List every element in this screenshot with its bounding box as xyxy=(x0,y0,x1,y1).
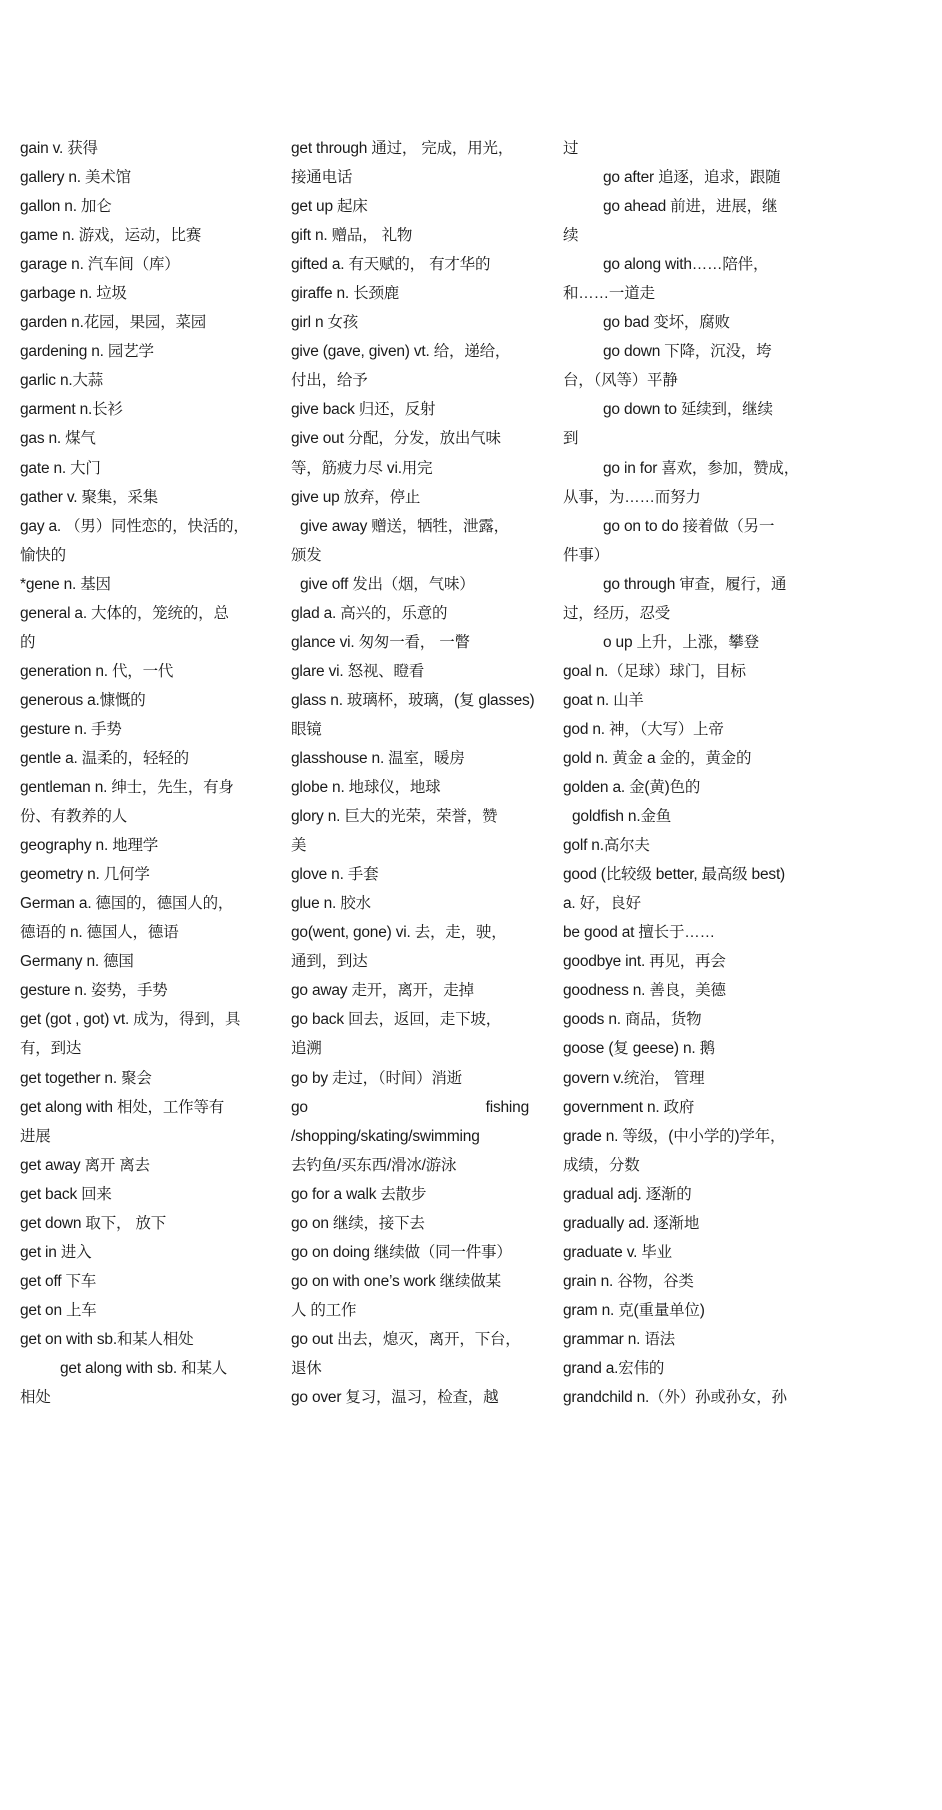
vocab-line: god n. 神，（大写）上帝 xyxy=(563,720,724,738)
vocab-line-left: go xyxy=(291,1098,308,1116)
vocab-line: gradually ad. 逐渐地 xyxy=(563,1214,700,1232)
vocab-line: go on to do 接着做（另一 xyxy=(603,517,775,535)
vocab-line: garment n.长衫 xyxy=(20,401,123,419)
vocab-line: get on 上车 xyxy=(20,1301,97,1319)
vocab-line: govern v.统治， 管理 xyxy=(563,1069,705,1087)
vocab-line: go along with……陪伴， xyxy=(603,256,769,274)
vocab-line: go by 走过，（时间）消逝 xyxy=(291,1069,462,1087)
vocab-line: get off 下车 xyxy=(20,1272,97,1290)
vocab-line: get along with sb. 和某人 xyxy=(60,1359,228,1377)
vocab-line: gather v. 聚集，采集 xyxy=(20,488,158,506)
vocab-line: get in 进入 xyxy=(20,1243,92,1261)
vocab-line: Germany n. 德国 xyxy=(20,953,134,971)
vocab-line: girl n 女孩 xyxy=(291,314,359,332)
vocab-line: golf n.高尔夫 xyxy=(563,837,650,855)
vocab-line: be good at 擅长于…… xyxy=(563,924,715,942)
vocab-line: grade n. 等级，(中小学的)学年， xyxy=(563,1127,786,1145)
vocab-line: grammar n. 语法 xyxy=(563,1330,675,1348)
vocab-line: 和……一道走 xyxy=(563,285,655,303)
vocab-line: go through 审查，履行，通 xyxy=(603,575,787,593)
vocab-line: go on with one’s work 继续做某 xyxy=(291,1272,501,1290)
vocab-line: 颁发 xyxy=(291,546,322,564)
vocab-line xyxy=(291,1097,529,1126)
vocab-line: gentleman n. 绅士，先生，有身 xyxy=(20,779,234,797)
vocab-line: general a. 大体的，笼统的，总 xyxy=(20,604,229,622)
vocab-line: go in for 喜欢，参加，赞成， xyxy=(603,459,800,477)
vocab-line: glare vi. 怒视、瞪看 xyxy=(291,662,425,680)
vocab-line: good (比较级 better, 最高级 best) xyxy=(563,866,786,884)
vocab-line: garbage n. 垃圾 xyxy=(20,285,127,303)
vocab-line: get up 起床 xyxy=(291,198,368,216)
vocab-line: 台，（风等）平静 xyxy=(563,372,678,390)
vocab-line: 眼镜 xyxy=(291,720,322,738)
vocab-line: geography n. 地理学 xyxy=(20,837,159,855)
vocab-line: 去钓鱼/买东西/滑冰/游泳 xyxy=(291,1156,457,1174)
vocab-line: get on with sb.和某人相处 xyxy=(20,1330,194,1348)
vocab-line: go ahead 前进，进展，继 xyxy=(603,198,778,216)
vocab-line: get away 离开 离去 xyxy=(20,1156,150,1174)
vocab-line: German a. 德国的，德国人的， xyxy=(20,895,234,913)
vocab-line: gentle a. 温柔的，轻轻的 xyxy=(20,749,189,767)
vocab-line: go back 回去，返回，走下坡， xyxy=(291,1011,501,1029)
vocab-line: 愉快的 xyxy=(20,546,66,564)
vocab-line: go over 复习，温习，检查，越 xyxy=(291,1389,499,1407)
vocab-line: go after 追逐，追求，跟随 xyxy=(603,169,781,187)
vocab-line: get through 通过， 完成，用光， xyxy=(291,140,514,157)
vocab-line: 追溯 xyxy=(291,1040,322,1058)
vocab-line: glad a. 高兴的，乐意的 xyxy=(291,604,448,622)
vocab-line: goodbye int. 再见，再会 xyxy=(563,953,726,971)
vocab-line: a. 好，良好 xyxy=(563,895,641,913)
vocab-line: 从事，为……而努力 xyxy=(563,488,701,506)
column-2 xyxy=(291,138,553,1416)
vocab-line: gifted a. 有天赋的， 有才华的 xyxy=(291,256,491,274)
vocab-line: grandchild n.（外）孙或孙女，孙 xyxy=(563,1389,787,1407)
vocab-line: go down 下降，沉没，垮 xyxy=(603,343,772,361)
vocab-line: glue n. 胶水 xyxy=(291,895,371,913)
vocab-line: go on 继续，接下去 xyxy=(291,1214,425,1232)
vocab-line: goose (复 geese) n. 鹅 xyxy=(563,1040,715,1058)
column-3 xyxy=(563,138,825,1416)
vocab-line: go(went, gone) vi. 去，走，驶， xyxy=(291,924,507,942)
vocab-line: get back 回来 xyxy=(20,1185,112,1203)
vocab-line: 到 xyxy=(563,430,579,448)
vocab-line: 件事） xyxy=(563,546,609,564)
vocab-line: 付出，给予 xyxy=(291,372,368,390)
vocab-line: give away 赠送，牺牲，泄露， xyxy=(300,517,509,535)
vocab-line: get (got , got) vt. 成为，得到，具 xyxy=(20,1011,241,1029)
vocab-line: game n. 游戏，运动，比赛 xyxy=(20,227,202,245)
vocab-line: 人 的工作 xyxy=(291,1301,357,1319)
vocab-line: go out 出去，熄灭，离开，下台， xyxy=(291,1330,521,1348)
vocab-line: gold n. 黄金 a 金的，黄金的 xyxy=(563,749,752,767)
vocab-line: garlic n.大蒜 xyxy=(20,372,104,390)
vocab-line: 有，到达 xyxy=(20,1040,82,1058)
vocab-line: get down 取下， 放下 xyxy=(20,1214,167,1232)
vocab-line: giraffe n. 长颈鹿 xyxy=(291,285,400,303)
vocab-line: government n. 政府 xyxy=(563,1098,695,1116)
vocab-line: glasshouse n. 温室，暖房 xyxy=(291,749,465,767)
vocab-line: gardening n. 园艺学 xyxy=(20,343,154,361)
vocab-line: 份、有教养的人 xyxy=(20,808,128,826)
vocab-line: give up 放弃，停止 xyxy=(291,488,421,506)
vocab-line: gallon n. 加仑 xyxy=(20,198,112,216)
vocab-line: give back 归还，反射 xyxy=(291,401,436,419)
vocab-line: generation n. 代，一代 xyxy=(20,662,174,680)
vocab-line: gas n. 煤气 xyxy=(20,430,96,448)
vocab-line: golden a. 金(黄)色的 xyxy=(563,779,701,797)
vocab-line: o up 上升，上涨，攀登 xyxy=(603,633,759,651)
vocab-line: gesture n. 姿势，手势 xyxy=(20,982,168,1000)
vocab-line: 的 xyxy=(20,633,36,651)
vocab-line: 等，筋疲力尽 vi.用完 xyxy=(291,459,433,477)
column-1 xyxy=(20,138,282,1416)
vocab-line: gain v. 获得 xyxy=(20,140,98,157)
vocab-line: 德语的 n. 德国人，德语 xyxy=(20,924,179,942)
vocab-line: give off 发出（烟，气味） xyxy=(300,575,475,593)
vocab-line: go away 走开，离开，走掉 xyxy=(291,982,474,1000)
vocab-line: gay a. （男）同性恋的，快活的， xyxy=(20,517,249,535)
vocab-line: *gene n. 基因 xyxy=(20,575,111,593)
vocab-line: grain n. 谷物，谷类 xyxy=(563,1272,694,1290)
vocab-line: goodness n. 善良，美德 xyxy=(563,982,726,1000)
vocab-line: gate n. 大门 xyxy=(20,459,101,477)
vocab-line: give (gave, given) vt. 给，递给， xyxy=(291,343,511,361)
vocab-line: 过，经历，忍受 xyxy=(563,604,671,622)
vocab-line: go on doing 继续做（同一件事） xyxy=(291,1243,512,1261)
vocab-line: get together n. 聚会 xyxy=(20,1069,152,1087)
vocab-line: gift n. 赠品， 礼物 xyxy=(291,227,413,245)
vocab-line: glass n. 玻璃杯，玻璃，(复 glasses) xyxy=(291,691,535,709)
vocab-line: give out 分配，分发，放出气味 xyxy=(291,430,501,448)
vocab-line: gesture n. 手势 xyxy=(20,720,122,738)
vocab-line: 续 xyxy=(563,227,579,245)
vocab-line: 成绩，分数 xyxy=(563,1156,640,1174)
vocab-line: 美 xyxy=(291,837,307,855)
vocab-line: graduate v. 毕业 xyxy=(563,1243,672,1261)
vocab-line: go for a walk 去散步 xyxy=(291,1185,427,1203)
vocab-line: go down to 延续到，继续 xyxy=(603,401,773,419)
vocab-line: glove n. 手套 xyxy=(291,866,379,884)
vocab-line: goldfish n.金鱼 xyxy=(572,808,672,826)
vocab-line: gallery n. 美术馆 xyxy=(20,169,131,187)
vocab-line: generous a.慷慨的 xyxy=(20,691,146,709)
vocab-line: 过 xyxy=(563,140,579,157)
vocab-line: gradual adj. 逐渐的 xyxy=(563,1185,692,1203)
vocab-line: globe n. 地球仪，地球 xyxy=(291,779,441,797)
vocab-line: grand a.宏伟的 xyxy=(563,1359,665,1377)
vocab-line: goods n. 商品，货物 xyxy=(563,1011,702,1029)
vocab-line: glory n. 巨大的光荣，荣誉，赞 xyxy=(291,808,498,826)
vocab-line: geometry n. 几何学 xyxy=(20,866,150,884)
vocab-line: glance vi. 匆匆一看， 一瞥 xyxy=(291,633,470,651)
vocab-line: 进展 xyxy=(20,1127,51,1145)
vocab-line: /shopping/skating/swimming xyxy=(291,1127,480,1145)
vocab-line: gram n. 克(重量单位) xyxy=(563,1301,705,1319)
vocab-line: 通到，到达 xyxy=(291,953,368,971)
vocab-line: garage n. 汽车间（库） xyxy=(20,256,180,274)
vocab-line: 接通电话 xyxy=(291,169,353,187)
vocab-line: get along with 相处，工作等有 xyxy=(20,1098,225,1116)
vocab-line: goat n. 山羊 xyxy=(563,691,644,709)
vocab-line: garden n.花园，果园，菜园 xyxy=(20,314,207,332)
vocab-line: goal n.（足球）球门，目标 xyxy=(563,662,746,680)
vocab-line: 退休 xyxy=(291,1359,322,1377)
vocab-line: 相处 xyxy=(20,1389,51,1407)
vocab-line: go bad 变坏，腐败 xyxy=(603,314,730,332)
vocab-line-right: fishing xyxy=(485,1098,529,1116)
